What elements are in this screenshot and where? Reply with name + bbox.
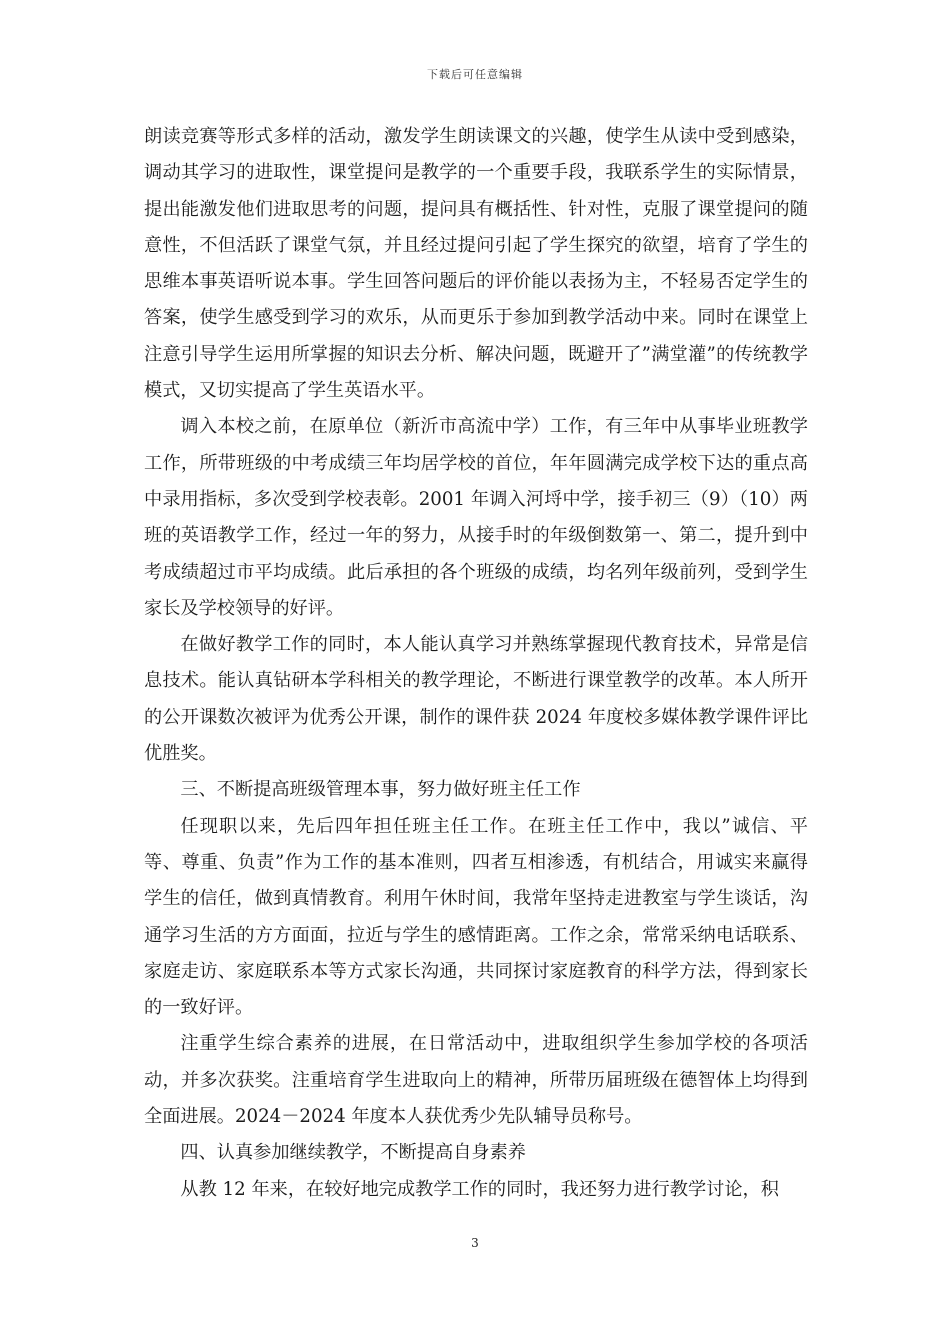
document-body: [144, 119, 808, 1208]
section-heading-continuing-education: 四、认真参加继续教学，不断提高自身素养: [180, 1142, 526, 1164]
paragraph-previous-post: 调入本校之前，在原单位（新沂市高流中学）工作，有三年中从事毕业班教学工作，所带班级的中考成绩三年均居学校的首位，年年圆满完成学校下达的重点高中录用指标，多次受到学校表彰。2001 年调入河埒中学，接手初三（9）（10）两班的英语教学工作，经过一年的努力，从接手时的年级倒数第一、第二，提升到中考成绩超过市平均成绩。此后承担的各个班级的成绩，均名列年级前列，受到学生家长及学校领导的好评。: [144, 416, 808, 619]
page-header-note: 下载后可任意编辑: [427, 68, 523, 81]
page-number: 3: [471, 1236, 479, 1250]
paragraph-teaching-research: 从教 12 年来，在较好地完成教学工作的同时，我还努力进行教学讨论，积: [180, 1178, 779, 1200]
paragraph-head-teacher-work: 任现职以来，先后四年担任班主任工作。在班主任工作中，我以”诚信、平等、尊重、负责”作为工作的基本准则，四者互相渗透，有机结合，用诚实来赢得学生的信任，做到真情教育。利用午休时间，我常年坚持走进教室与学生谈话，沟通学习生活的方方面面，拉近与学生的感情距离。工作之余，常常采纳电话联系、家庭走访、家庭联系本等方式家长沟通，共同探讨家庭教育的科学方法，得到家长的一致好评。: [144, 815, 808, 1019]
paragraph-student-development: 注重学生综合素养的进展，在日常活动中，进取组织学生参加学校的各项活动，并多次获奖。注重培育学生进取向上的精神，所带历届班级在德智体上均得到全面进展。2024－2024 年度本人获优秀少先队辅导员称号。: [144, 1033, 808, 1128]
paragraph-education-technology: 在做好教学工作的同时，本人能认真学习并熟练掌握现代教育技术，异常是信息技术。能认真钻研本学科相关的教学理论，不断进行课堂教学的改革。本人所开的公开课数次被评为优秀公开课，制作的课件获 2024 年度校多媒体教学课件评比优胜奖。: [144, 634, 808, 765]
section-heading-class-management: 三、不断提高班级管理本事，努力做好班主任工作: [180, 779, 581, 801]
paragraph-continued: 朗读竞赛等形式多样的活动，激发学生朗读课文的兴趣，使学生从读中受到感染，调动其学习的进取性，课堂提问是教学的一个重要手段，我联系学生的实际情景，提出能激发他们进取思考的问题，提问具有概括性、针对性，克服了课堂提问的随意性，不但活跃了课堂气氛，并且经过提问引起了学生探究的欲望，培育了学生的思维本事英语听说本事。学生回答问题后的评价能以表扬为主，不轻易否定学生的答案，使学生感受到学习的欢乐，从而更乐于参加到教学活动中来。同时在课堂上注意引导学生运用所掌握的知识去分析、解决问题，既避开了”满堂灌”的传统教学模式，又切实提高了学生英语水平。: [144, 126, 808, 402]
